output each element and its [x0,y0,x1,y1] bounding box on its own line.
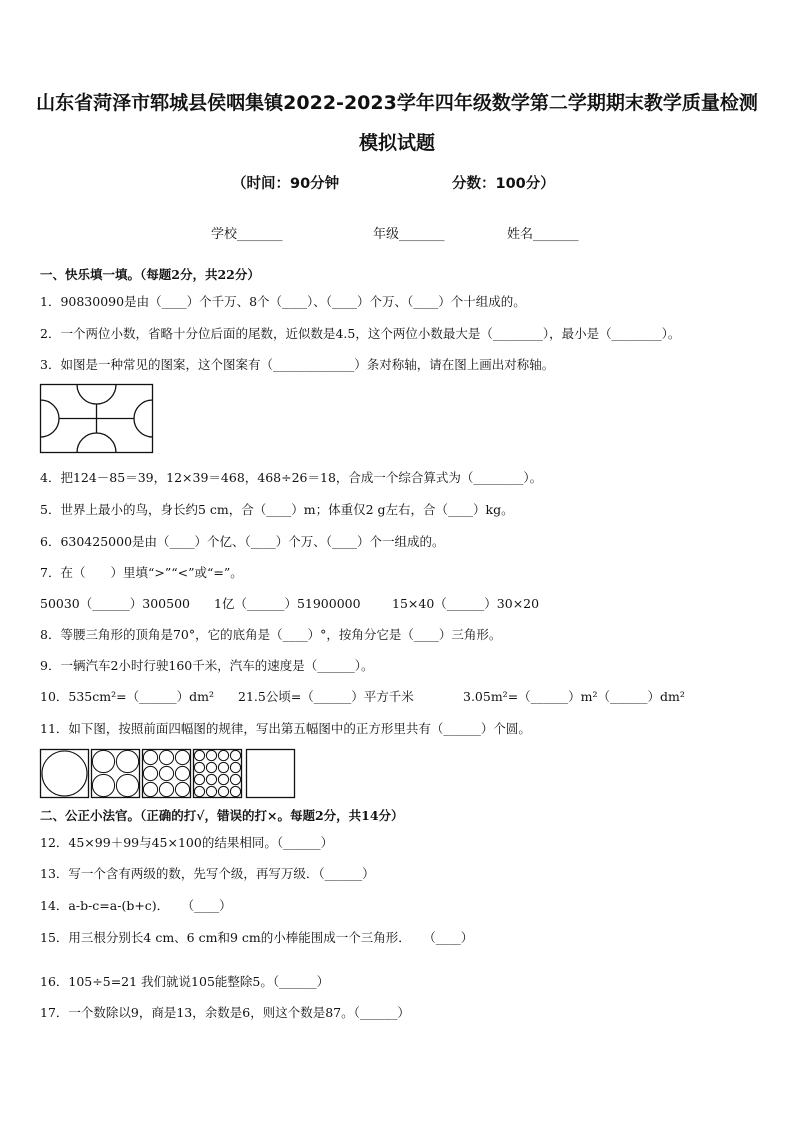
pattern-circle [206,750,216,760]
pattern-circle [159,750,173,764]
question-2: 2．一个两位小数，省略十分位后面的尾数，近似数是4.5，这个两位小数最大是（________），最小是（________）。 [40,326,681,341]
pattern-circle [116,750,138,772]
pattern-circle [194,762,204,772]
pattern-circle [218,762,228,772]
question-7: 7．在（ ）里填“>”“<”或“=”。 [40,565,243,580]
pattern-circle [143,750,157,764]
pattern-circle [92,750,114,772]
question-10-item-b: 21.5公顷=（______）平方千米 [238,689,414,704]
pattern-circle [194,786,204,796]
section-heading-1: 一、快乐填一填。（每题2分，共22分） [40,267,260,282]
question-8: 8．等腰三角形的顶角是70°，它的底角是（____）°，按角分它是（____）三角形。 [40,627,502,642]
question-10-item-c: 3.05m²=（______）m²（______）dm² [463,689,685,704]
pattern-circle [116,774,138,796]
question-11: 11．如下图，按照前面四幅图的规律，写出第五幅图中的正方形里共有（______）个圆。 [40,721,531,736]
pattern-circle [159,766,173,780]
question-17: 17．一个数除以9，商是13，余数是6，则这个数是87。（______） [40,1005,410,1020]
question-5: 5．世界上最小的鸟，身长约5 cm，合（____）m；体重仅2 g左右，合（____）kg。 [40,502,514,517]
pattern-circle [230,786,240,796]
question-7-item-b: 1亿（______）51900000 [214,596,361,611]
circle-pattern-figure [40,749,295,799]
square-1-one-circle [41,750,89,798]
pattern-circle [230,774,240,784]
question-7-item-a: 50030（______）300500 [40,596,190,611]
square-5-empty [247,750,295,798]
section-heading-2: 二、公正小法官。（正确的打√，错误的打×。每题2分，共14分） [40,808,404,823]
question-13: 13．写一个含有两级的数，先写个级，再写万级．（______） [40,866,375,881]
pattern-circle [175,782,189,796]
grade-field: 年级_______ [373,227,445,242]
pattern-circle [175,750,189,764]
pattern-circle [206,786,216,796]
pattern-circle [159,782,173,796]
question-4: 4．把124－85＝39，12×39＝468，468÷26＝18，合成一个综合算式为（________）。 [40,470,543,485]
square-4-sixteen-circles [194,750,242,798]
question-7-item-c: 15×40（______）30×20 [392,596,540,611]
question-14: 14．a-b-c=a-(b+c)． （____） [40,898,232,913]
name-field: 姓名_______ [507,227,579,242]
pattern-circle [218,774,228,784]
school-field: 学校_______ [211,227,283,242]
question-16: 16．105÷5=21 我们就说105能整除5。（______） [40,974,330,989]
pattern-circle [92,774,114,796]
pattern-circle [218,786,228,796]
pattern-circle [175,766,189,780]
page-title-line2: 模拟试题 [358,132,435,154]
question-1: 1．90830090是由（____）个千万、8个（____）、（____）个万、（____）个十组成的。 [40,294,526,309]
question-6: 6．630425000是由（____）个亿、（____）个万、（____）个一组成的。 [40,534,445,549]
pattern-circle [230,762,240,772]
pattern-circle [206,762,216,772]
pattern-circle [194,750,204,760]
total-score: 分数：100分） [452,176,555,192]
pattern-circle [143,766,157,780]
page-title: 山东省菏泽市郓城县侯咽集镇2022-2023学年四年级数学第二学期期末教学质量检测 [36,92,758,114]
pattern-circle [194,774,204,784]
question-15: 15．用三根分别长4 cm、6 cm和9 cm的小棒能围成一个三角形． （____） [40,930,474,945]
pattern-circle [143,782,157,796]
square-2-four-circles [92,750,140,798]
question-10-item-a: 10．535cm²=（______）dm² [40,689,214,704]
question-12: 12．45×99＋99与45×100的结果相同。（______） [40,835,334,850]
pattern-circle [218,750,228,760]
square-3-nine-circles [143,750,191,798]
pattern-circle [206,774,216,784]
pattern-circle [230,750,240,760]
symmetry-pattern-figure [40,384,153,453]
question-9: 9．一辆汽车2小时行驶160千米，汽车的速度是（______）。 [40,658,374,673]
question-3: 3．如图是一种常见的图案，这个图案有（_____________）条对称轴，请在图上画出对称轴。 [40,357,555,372]
time-limit: （时间：90分钟 [232,176,340,192]
